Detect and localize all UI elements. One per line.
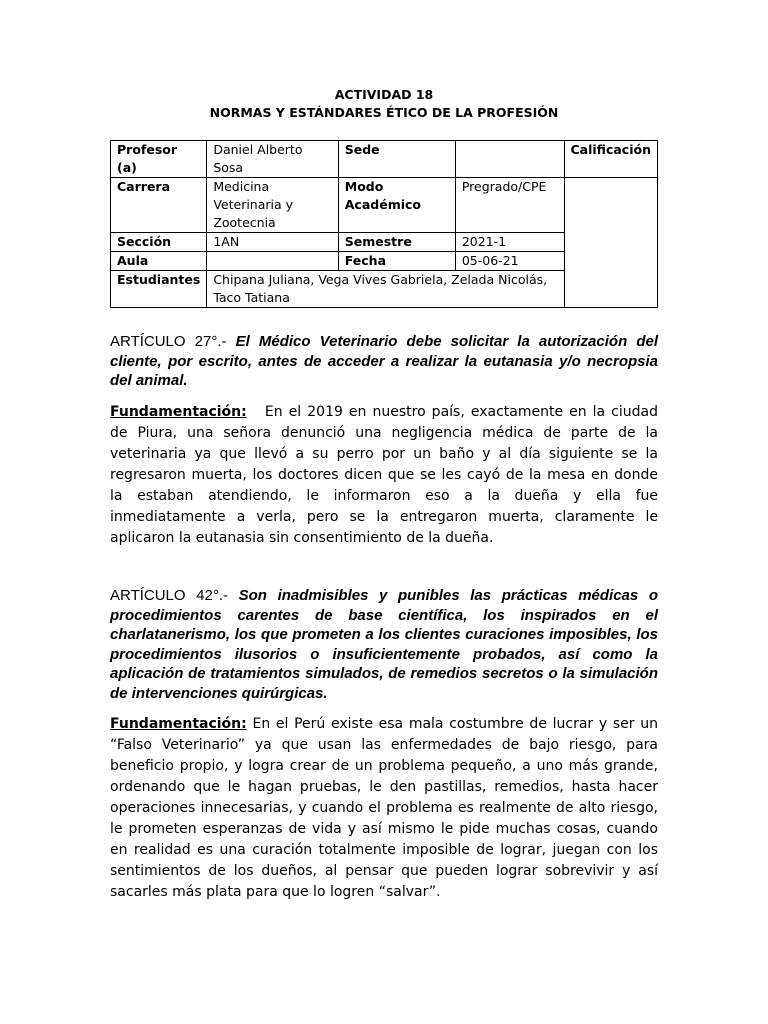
document-title: NORMAS Y ESTÁNDARES ÉTICO DE LA PROFESIÓN — [209, 105, 559, 120]
calificacion-label: Calificación — [564, 141, 658, 178]
sede-value — [455, 141, 564, 178]
seccion-value: 1AN — [207, 233, 338, 252]
fecha-value: 05-06-21 — [455, 252, 564, 271]
semestre-label: Semestre — [338, 233, 455, 252]
estudiantes-value: Chipana Juliana, Vega Vives Gabriela, Zelada Nicolás, Taco Tatiana — [207, 271, 564, 308]
carrera-value: Medicina Veterinaria y Zootecnia — [207, 178, 338, 233]
fundamentacion-2 — [110, 714, 658, 903]
fundamentacion-text: En el Perú existe esa mala costumbre de lucrar y ser un “Falso Veterinario” ya que usan las enfermedades de bajo riesgo, para beneficio propio, y logra crear de un problema pequeño, a uno más grande, ordenando que le hagan pruebas, le den pastillas, remedios, hasta hacer operaciones innecesarias, y cuando el problema es realmente de alto riesgo, le prometen esperanzas de vida y así mismo le pide muchas cosas, cuando en realidad es una curación totalmente imposible de lograr, juegan con los sentimientos de los dueños, al pensar que pueden lograr sobrevivir y así sacarles más plata para que lo logren “salvar”. — [110, 716, 658, 900]
profesor-label: Profesor (a) — [111, 141, 207, 178]
article-42 — [110, 586, 658, 703]
calificacion-value — [564, 178, 658, 308]
carrera-label: Carrera — [111, 178, 207, 233]
estudiantes-label: Estudiantes — [111, 271, 207, 308]
semestre-value: 2021-1 — [455, 233, 564, 252]
activity-heading: ACTIVIDAD 18 — [334, 87, 434, 102]
article-text: Son inadmisibles y punibles las prácticas médicas o procedimientos carentes de base científica, los inspirados en el charlatanerismo, los que prometen a los clientes curaciones imposibles, los procedimientos ilusorios o insuficientemente probados, así como la aplicación de tratamientos simulados, de remedios secretos o la simulación de intervenciones quirúrgicas. — [110, 587, 658, 702]
fundamentacion-text: En el 2019 en nuestro país, exactamente en la ciudad de Piura, una señora denunció una negligencia médica de parte de la veterinaria ya que llevó a su perro por un baño y al día siguiente se la regresaron muerta, los doctores dicen que se les cayó de la mesa en donde la estaban atendiendo, le informaron eso a la dueña y ella fue inmediatamente a verla, pero se la entregaron muerta, claramente le aplicaron la eutanasia sin consentimiento de la dueña. — [110, 404, 658, 546]
seccion-label: Sección — [111, 233, 207, 252]
article-number: ARTÍCULO 27°.- — [110, 333, 227, 350]
modo-label: Modo Académico — [338, 178, 455, 233]
info-table — [110, 140, 658, 308]
fundamentacion-1 — [110, 402, 658, 549]
aula-value — [207, 252, 338, 271]
table-row — [111, 178, 658, 233]
aula-label: Aula — [111, 252, 207, 271]
fundamentacion-label: Fundamentación: — [110, 404, 247, 420]
sede-label: Sede — [338, 141, 455, 178]
table-row — [111, 141, 658, 178]
article-number: ARTÍCULO 42°.- — [110, 587, 229, 604]
article-text: El Médico Veterinario debe solicitar la autorización del cliente, por escrito, antes de acceder a realizar la eutanasia y/o necropsia del animal. — [110, 333, 658, 389]
modo-value: Pregrado/CPE — [455, 178, 564, 233]
fundamentacion-label: Fundamentación: — [110, 716, 247, 732]
profesor-value: Daniel Alberto Sosa — [207, 141, 338, 178]
article-27 — [110, 332, 658, 391]
fecha-label: Fecha — [338, 252, 455, 271]
